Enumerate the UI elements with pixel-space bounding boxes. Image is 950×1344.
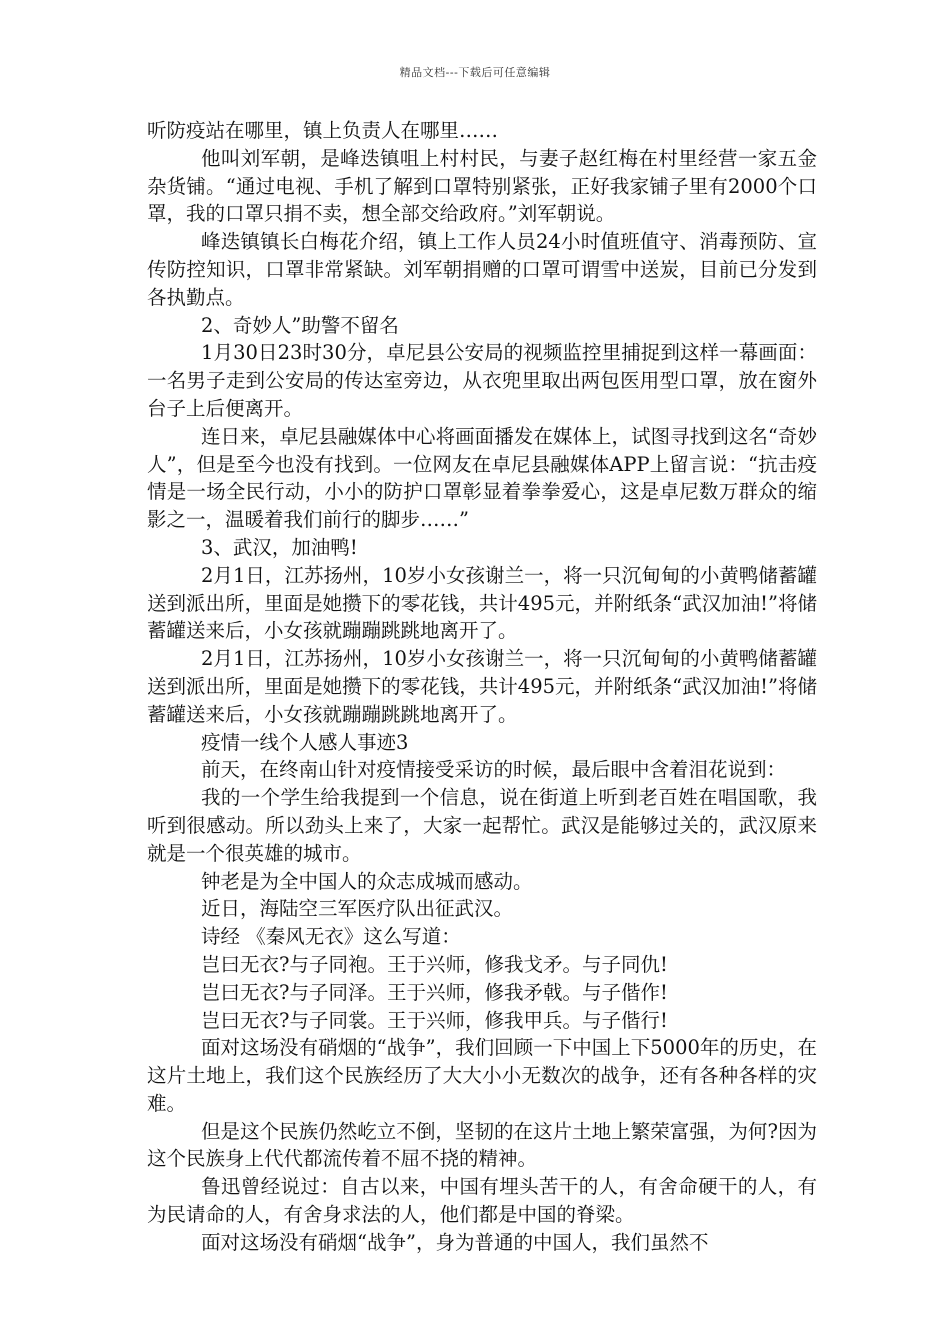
paragraph-3: 峰迭镇镇长白梅花介绍，镇上工作人员24小时值班值守、消毒预防、宣传防控知识，口罩非常紧缺。刘军朝捐赠的口罩可谓雪中送炭，目前已分发到各执勤点。 <box>147 230 817 309</box>
paragraph-13: 钟老是为全中国人的众志成城而感动。 <box>201 869 533 893</box>
paragraph-6: 连日来，卓尼县融媒体中心将画面播发在媒体上，试图寻找到这名“奇妙人”，但是至今也没有找到。一位网友在卓尼县融媒体APP上留言说：“抗击疫情是一场全民行动，小小的防护口罩彰显着拳拳爱心，这是卓尼数万群众的缩影之一，温暖着我们前行的脚步……” <box>147 424 817 532</box>
document-body <box>147 117 817 1257</box>
paragraph-19: 面对这场没有硝烟的“战争”，我们回顾一下中国上下5000年的历史，在这片土地上，我们这个民族经历了大大小小无数次的战争，还有各种各样的灾难。 <box>147 1036 817 1115</box>
section-heading-3: 3、武汉，加油鸭! <box>201 535 358 559</box>
paragraph-9: 2月1日，江苏扬州，10岁小女孩谢兰一，将一只沉甸甸的小黄鸭储蓄罐送到派出所，里面是她攒下的零花钱，共计495元，并附纸条“武汉加油!”将储蓄罐送来后，小女孩就蹦蹦跳跳地离开了。 <box>147 647 817 726</box>
paragraph-1: 听防疫站在哪里，镇上负责人在哪里…… <box>147 119 499 142</box>
paragraph-21: 鲁迅曾经说过：自古以来，中国有埋头苦干的人，有舍命硬干的人，有为民请命的人，有舍身求法的人，他们都是中国的脊梁。 <box>147 1175 817 1227</box>
paragraph-15: 诗经 《秦风无衣》这么写道： <box>201 925 461 949</box>
page-header: 精品文档---下载后可任意编辑 <box>399 66 551 79</box>
paragraph-5: 1月30日23时30分，卓尼县公安局的视频监控里捕捉到这样一幕画面：一名男子走到公安局的传达室旁边，从衣兜里取出两包医用型口罩，放在窗外台子上后便离开。 <box>147 341 817 420</box>
section-title: 疫情一线个人感人事迹3 <box>201 730 409 754</box>
poem-line-2: 岂曰无衣?与子同泽。王于兴师，修我矛戟。与子偕作! <box>201 980 668 1004</box>
paragraph-20: 但是这个民族仍然屹立不倒，坚韧的在这片土地上繁荣富强，为何?因为这个民族身上代代都流传着不屈不挠的精神。 <box>147 1119 817 1171</box>
paragraph-11: 前天，在终南山针对疫情接受采访的时候，最后眼中含着泪花说到： <box>201 758 787 782</box>
paragraph-22: 面对这场没有硝烟“战争”，身为普通的中国人，我们虽然不 <box>201 1230 709 1254</box>
section-heading-2: 2、奇妙人”助警不留名 <box>201 313 399 337</box>
paragraph-2: 他叫刘军朝，是峰迭镇咀上村村民，与妻子赵红梅在村里经营一家五金杂货铺。“通过电视、手机了解到口罩特别紧张，正好我家铺子里有2000个口罩，我的口罩只捐不卖，想全部交给政府。”刘军朝说。 <box>147 146 817 226</box>
poem-line-1: 岂曰无衣?与子同袍。王于兴师，修我戈矛。与子同仇! <box>201 952 668 976</box>
poem-line-3: 岂曰无衣?与子同裳。王于兴师，修我甲兵。与子偕行! <box>201 1008 668 1032</box>
paragraph-8: 2月1日，江苏扬州，10岁小女孩谢兰一，将一只沉甸甸的小黄鸭储蓄罐送到派出所，里面是她攒下的零花钱，共计495元，并附纸条“武汉加油!”将储蓄罐送来后，小女孩就蹦蹦跳跳地离开了。 <box>147 563 817 643</box>
paragraph-12: 我的一个学生给我提到一个信息，说在街道上听到老百姓在唱国歌，我听到很感动。所以劲头上来了，大家一起帮忙。武汉是能够过关的，武汉原来就是一个很英雄的城市。 <box>147 786 817 865</box>
paragraph-14: 近日，海陆空三军医疗队出征武汉。 <box>201 897 514 921</box>
